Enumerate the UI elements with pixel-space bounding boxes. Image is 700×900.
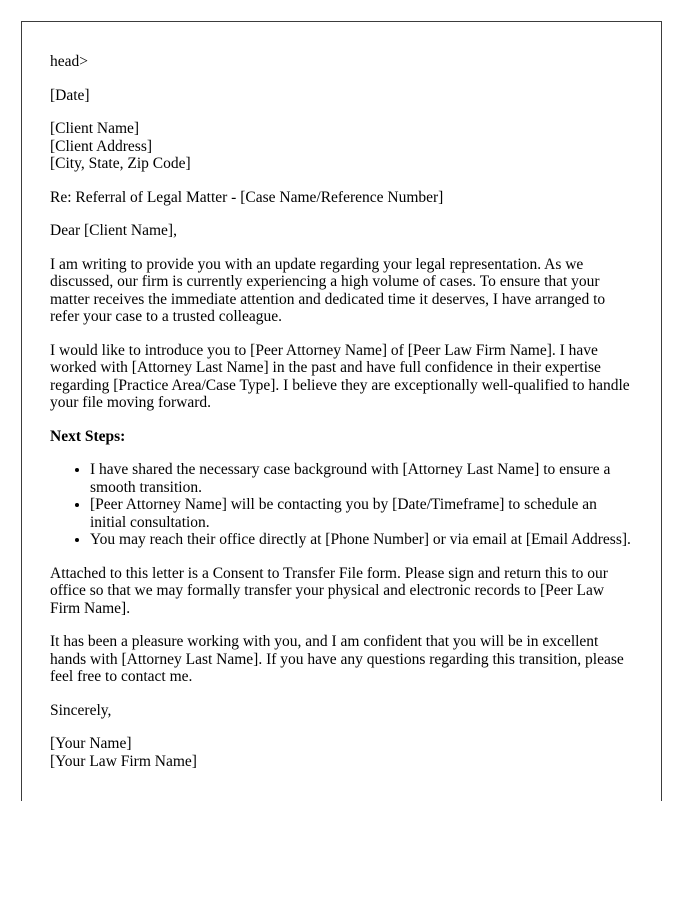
list-item-contact-schedule: • [Peer Attorney Name] will be contacting you by [Date/Timeframe] to schedule an initial consultation. bbox=[90, 496, 633, 531]
paragraph-consent-transfer: Attached to this letter is a Consent to Transfer File form. Please sign and return this to our office so that we may formally transfer your physical and electronic records to [Peer Law Firm Name]. bbox=[50, 564, 608, 617]
list-item-office-contact: • You may reach their office directly at [Phone Number] or via email at [Email Address]. bbox=[90, 531, 633, 549]
signature-name-line: [Your Name] bbox=[50, 735, 132, 752]
letter-document bbox=[21, 21, 662, 801]
recipient-address-block bbox=[50, 120, 633, 173]
subject-line: Re: Referral of Legal Matter - [Case Name/Reference Number] bbox=[50, 188, 444, 206]
signoff: Sincerely, bbox=[50, 701, 112, 719]
recipient-address-line: [Client Address] bbox=[50, 137, 153, 155]
signature-firm-line: [Your Law Firm Name] bbox=[50, 752, 197, 770]
paragraph-representation-update: I am writing to provide you with an update regarding your legal representation. As we discussed, our firm is currently experiencing a high volume of cases. To ensure that your matter receives the immediate attention and dedicated time it deserves, I have arranged to refer your case to a trusted colleague. bbox=[50, 255, 606, 325]
next-steps-list bbox=[50, 461, 633, 549]
salutation: Dear [Client Name], bbox=[50, 222, 177, 239]
list-item-case-background: • I have shared the necessary case background with [Attorney Last Name] to ensure a smooth transition. bbox=[90, 461, 633, 496]
next-steps-heading: Next Steps: bbox=[50, 427, 126, 445]
paragraph-attorney-introduction: I would like to introduce you to [Peer Attorney Name] of [Peer Law Firm Name]. I have worked with [Attorney Last Name] in the past and have full confidence in their expertise regarding [Practice Area/Case Type]. I believe they are exceptionally well-qualified to handle your file moving forward. bbox=[50, 341, 630, 411]
recipient-city-state-zip-line: [City, State, Zip Code] bbox=[50, 155, 191, 172]
recipient-name-line: [Client Name] bbox=[50, 120, 140, 137]
signature-block bbox=[50, 735, 633, 770]
head-artifact-text: head> bbox=[50, 53, 89, 70]
paragraph-pleasure-closing: It has been a pleasure working with you, and I am confident that you will be in excellent hands with [Attorney Last Name]. If you have any questions regarding this transition, please feel free to contact me. bbox=[50, 633, 624, 685]
date-placeholder: [Date] bbox=[50, 86, 90, 104]
